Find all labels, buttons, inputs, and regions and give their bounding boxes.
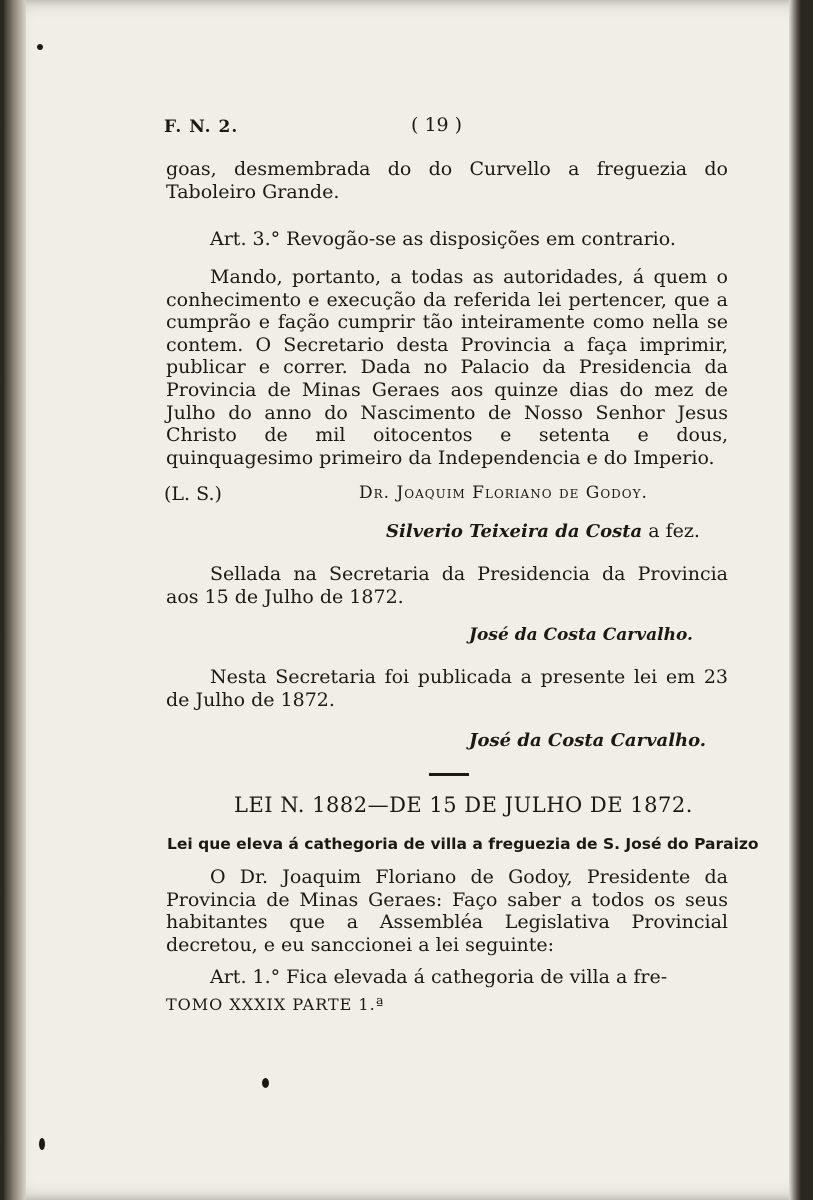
clerk-signature: [386, 520, 700, 542]
promulgation-paragraph: Mando, portanto, a todas as autoridades, á quem o conhecimento e execução da referida lei pertencer, que a cumprão e fação cumprir tão inteiramente como nella se contem. O Secretario desta Provincia a faça imprimir, publicar e correr. Dada no Palacio da Presidencia da Provincia de Minas Geraes aos quinze dias do mez de Julho do anno do Nascimento de Nosso Senhor Jesus Christo de mil oitocentos e setenta e dous, quinquagesimo primeiro da Independencia e do Imperio.: [166, 266, 728, 469]
article-3: Art. 3.° Revogão-se as disposições em contrario.: [210, 228, 676, 250]
president-signature: Dr. Joaquim Floriano de Godoy.: [359, 483, 648, 503]
book-page: [4, 0, 801, 1200]
law-subtitle: Lei que eleva á cathegoria de villa a freguezia de S. José do Paraizo: [167, 835, 759, 853]
secretary-signature-2: José da Costa Carvalho.: [469, 730, 707, 751]
sealed-note: Sellada na Secretaria da Presidencia da Provincia aos 15 de Julho de 1872.: [166, 563, 728, 608]
seal-mark: (L. S.): [164, 483, 222, 505]
publication-note: Nesta Secretaria foi publicada a presente lei em 23 de Julho de 1872.: [166, 666, 728, 711]
signature-mark: F. N. 2.: [164, 117, 239, 137]
secretary-signature-1: José da Costa Carvalho.: [469, 625, 693, 645]
ink-speck: [262, 1078, 269, 1088]
decree-preamble: O Dr. Joaquim Floriano de Godoy, Presidente da Provincia de Minas Geraes: Faço saber a todos os seus habitantes que a Assembléa Legislativa Provincial decretou, e eu sanccionei a lei seguinte:: [166, 866, 728, 956]
article-1: Art. 1.° Fica elevada á cathegoria de villa a fre-: [210, 966, 668, 988]
law-title: LEI N. 1882—DE 15 DE JULHO DE 1872.: [234, 793, 693, 817]
book-spine: [4, 0, 26, 1200]
clerk-signature-suffix: a fez.: [642, 520, 700, 542]
page-number: ( 19 ): [411, 114, 463, 136]
ink-speck: [39, 1138, 45, 1150]
page-edge: [789, 0, 801, 1200]
ink-speck: [37, 44, 43, 50]
clerk-signature-name: Silverio Teixeira da Costa: [386, 521, 643, 542]
volume-footer: TOMO XXXIX PARTE 1.ª: [166, 995, 385, 1014]
section-divider: [429, 773, 469, 776]
paragraph-continuation: goas, desmembrada do do Curvello a freguezia do Taboleiro Grande.: [166, 158, 728, 203]
